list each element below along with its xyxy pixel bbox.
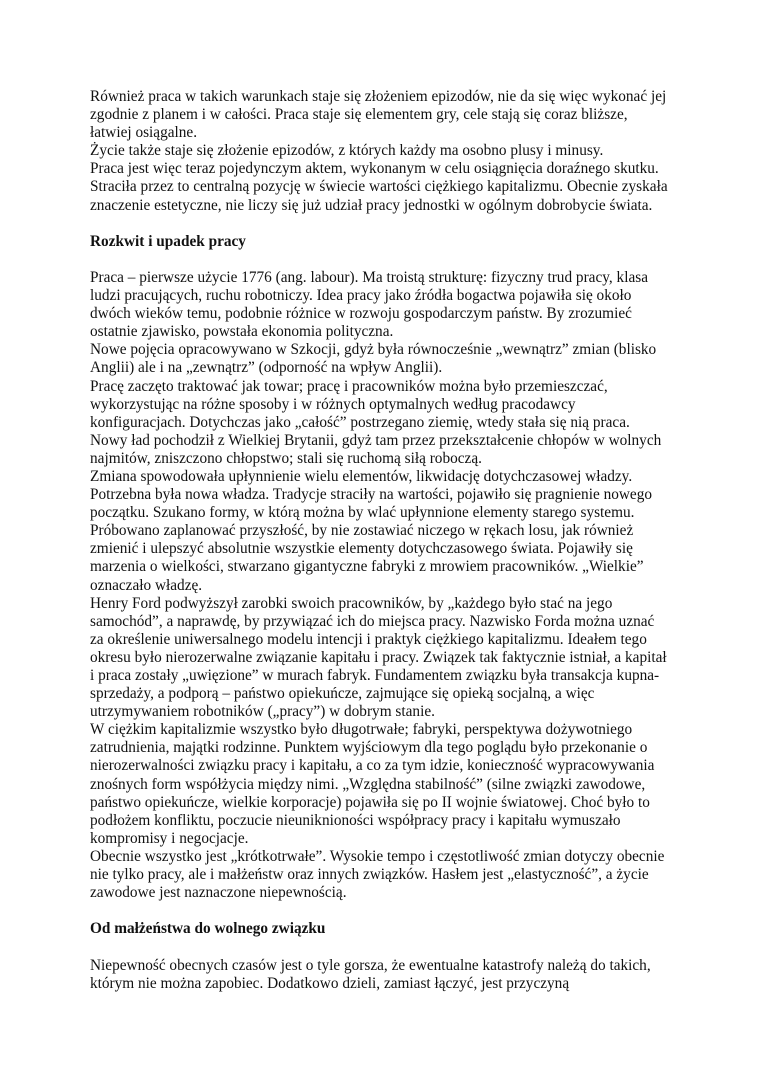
paragraph-block-rozkwit: [90, 269, 680, 902]
text-line: znaczenie estetyczne, nie liczy się już udział pracy jednostki w ogólnym dobrobycie świata.: [90, 196, 653, 214]
paragraph-block-intro: [90, 88, 680, 215]
text-line: Próbowano zaplanować przyszłość, by nie zostawiać niczego w rękach losu, jak również: [90, 522, 634, 540]
text-line: i praca zostały „uwięzione” w murach fabryk. Fundamentem związku była transakcja kupna-: [90, 667, 660, 684]
text-line: Pracę zaczęto traktować jak towar; pracę i pracowników można było przemieszczać,: [90, 377, 608, 395]
text-line: Nowe pojęcia opracowywano w Szkocji, gdyż była równocześnie „wewnątrz” zmian (blisko: [90, 341, 657, 359]
text-line: samochód”, a naprawdę, by przywiązać ich do miejsca pracy. Nazwisko Forda można uznać: [90, 612, 655, 630]
text-line: Praca jest więc teraz pojedynczym aktem, wykonanym w celu osiągnięcia doraźnego skutku.: [90, 160, 659, 178]
paragraph-gap: [90, 902, 680, 920]
text-line: Zmiana spowodowała upłynnienie wielu elementów, likwidację dotychczasowej władzy.: [90, 467, 633, 485]
text-line: ostatnie zjawisko, powstała ekonomia polityczna.: [90, 323, 394, 341]
paragraph-gap: [90, 251, 680, 269]
text-line: Potrzebna była nowa władza. Tradycje straciły na wartości, pojawiło się pragnienie nowego: [90, 486, 652, 504]
paragraph-gap: [90, 215, 680, 233]
text-line: łatwiej osiągalne.: [90, 124, 198, 142]
text-line: ludzi pracujących, ruchu robotniczy. Idea pracy jako źródła bogactwa pojawiła się około: [90, 287, 632, 305]
section-heading-malzenstwo: Od małżeństwa do wolnego związku: [90, 920, 326, 938]
text-line: Niepewność obecnych czasów jest o tyle gorsza, że ewentualne katastrofy należą do takich,: [90, 956, 651, 974]
text-line: Anglii) ale i na „zewnątrz” (odporność na wpływ Anglii).: [90, 359, 443, 377]
text-line: oznaczało władzę.: [90, 576, 203, 594]
text-line: okresu było nierozerwalne związanie kapitału i pracy. Związek tak faktycznie istniał, a kapitał: [90, 648, 667, 666]
text-line: W ciężkim kapitalizmie wszystko było długotrwałe; fabryki, perspektywa dożywotniego: [90, 721, 633, 739]
section-heading-rozkwit: Rozkwit i upadek pracy: [90, 232, 246, 250]
text-line: konfiguracjach. Dotychczas jako „całość” postrzegano ziemię, wtedy stała się nią praca.: [90, 413, 630, 431]
text-line: dwóch wieków temu, podobnie różnice w rozwoju gospodarczym państw. By zrozumieć: [90, 305, 632, 323]
paragraph-gap: [90, 938, 680, 956]
text-line: Straciła przez to centralną pozycję w świecie wartości ciężkiego kapitalizmu. Obecnie zyskała: [90, 178, 668, 196]
text-line: znośnych form współżycia między nimi. „Względna stabilność” (silne związki zawodowe,: [90, 775, 646, 793]
text-line: którym nie można zapobiec. Dodatkowo dzieli, zamiast łączyć, jest przyczyną: [90, 974, 570, 992]
text-line: sprzedaży, a podporą – państwo opiekuńcze, zajmujące się opieką socjalną, a więc: [90, 685, 595, 703]
text-line: Praca – pierwsze użycie 1776 (ang. labour). Ma troistą strukturę: fizyczny trud pracy, klasa: [90, 268, 648, 286]
text-line: podłożem konfliktu, poczucie nieuniknioności współpracy pracy i kapitału wymuszało: [90, 811, 621, 829]
text-line: Życie także staje się złożenie epizodów, z których każdy ma osobno plusy i minusy.: [90, 142, 604, 160]
text-line: zatrudnienia, majątki rodzinne. Punktem wyjściowym dla tego poglądu było przekonanie o: [90, 739, 648, 757]
text-line: Henry Ford podwyższył zarobki swoich pracowników, by „każdego było stać na jego: [90, 594, 613, 612]
text-line: Obecnie wszystko jest „krótkotrwałe”. Wysokie tempo i częstotliwość zmian dotyczy obecnie: [90, 847, 665, 865]
text-line: marzenia o wielkości, stwarzano gigantyczne fabryki z mrowiem pracowników. „Wielkie”: [90, 558, 644, 576]
text-line: zmienić i ulepszyć absolutnie wszystkie elementy dotychczasowego świata. Pojawiły się: [90, 540, 633, 558]
paragraph-block-malzenstwo: [90, 957, 680, 993]
text-line: nierozerwalności związku pracy i kapitału, a co za tym idzie, konieczność wypracowywania: [90, 757, 655, 775]
text-line: zgodnie z planem i w całości. Praca staje się elementem gry, cele stają się coraz bliższe,: [90, 106, 628, 124]
text-line: najmitów, zniszczono chłopstwo; stali się ruchomą siłą roboczą.: [90, 449, 482, 467]
text-line: kompromisy i negocjacje.: [90, 829, 249, 847]
text-line: Nowy ład pochodził z Wielkiej Brytanii, gdyż tam przez przekształcenie chłopów w wolnych: [90, 431, 662, 449]
text-line: państwo opiekuńcze, wielkie korporacje) pojawiła się po II wojnie światowej. Choć było to: [90, 793, 650, 811]
text-line: nie tylko pracy, ale i małżeństw oraz innych związków. Hasłem jest „elastyczność”, a życie: [90, 866, 649, 884]
document-page: [90, 88, 680, 993]
text-line: zawodowe jest naznaczone niepewnością.: [90, 884, 347, 902]
text-line: wykorzystując na różne sposoby i w różnych optymalnych według pracodawcy: [90, 395, 576, 413]
text-line: utrzymywaniem robotników („pracy”) w dobrym stanie.: [90, 703, 435, 721]
text-line: początku. Szukano formy, w którą można by wlać upłynnione elementy starego systemu.: [90, 504, 635, 522]
text-line: za określenie uniwersalnego modelu intencji i praktyk ciężkiego kapitalizmu. Ideałem tego: [90, 630, 647, 648]
text-line: Również praca w takich warunkach staje się złożeniem epizodów, nie da się więc wykonać jej: [90, 88, 667, 105]
